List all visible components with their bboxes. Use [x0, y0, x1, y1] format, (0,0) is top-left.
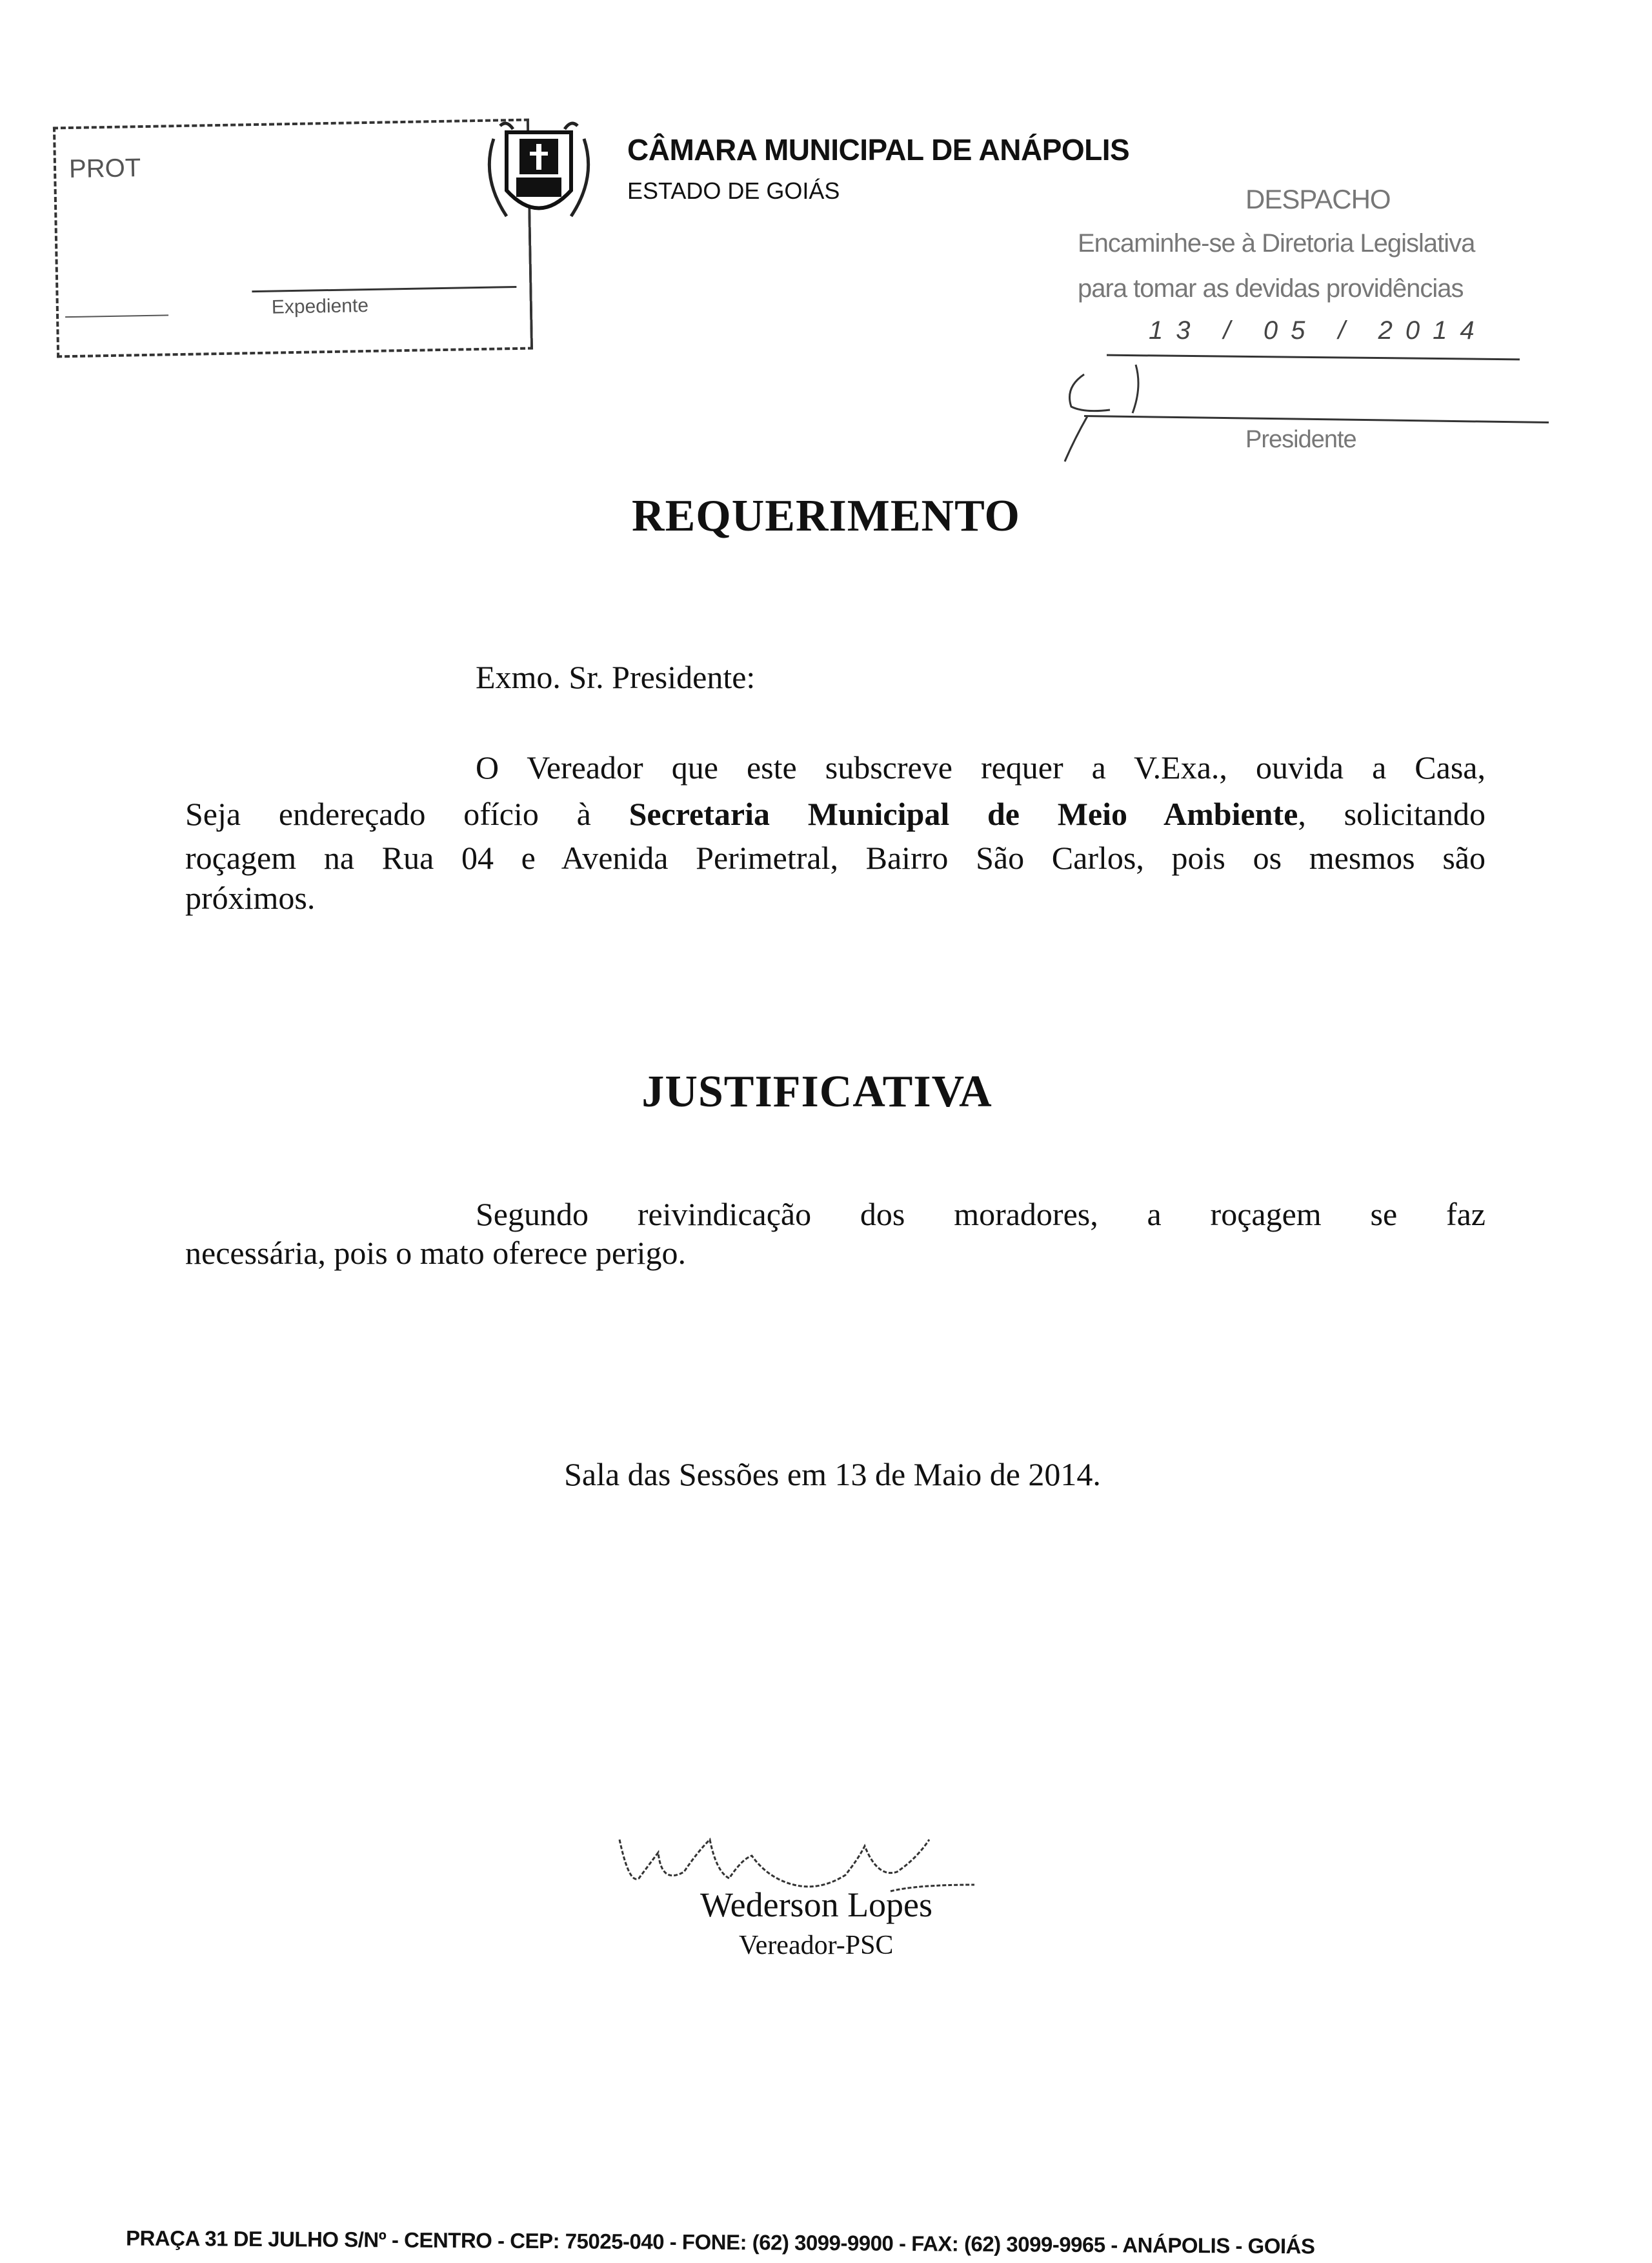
- salutation: Exmo. Sr. Presidente:: [476, 659, 756, 695]
- signer-name: Wederson Lopes: [700, 1885, 933, 1924]
- place-date: Sala das Sessões em 13 de Maio de 2014.: [564, 1456, 1101, 1492]
- paragraph-line: próximos.: [185, 880, 316, 916]
- date-line: [1107, 354, 1520, 361]
- text-segment: Seja endereçado ofício à: [185, 796, 629, 832]
- paragraph-line: Segundo reivindicação dos moradores, a roçagem se faz: [476, 1196, 1486, 1232]
- despacho-signer: Presidente: [1245, 426, 1356, 453]
- handwritten-signature: [1058, 361, 1213, 465]
- despacho-text: Encaminhe-se à Diretoria Legislativa: [1078, 229, 1475, 258]
- stamp-label: PROT: [68, 154, 141, 184]
- protocol-stamp: [53, 119, 533, 358]
- stamp-label: Expediente: [271, 294, 369, 318]
- despacho-text: para tomar as devidas providências: [1078, 274, 1464, 303]
- state-name: ESTADO DE GOIÁS: [627, 178, 840, 204]
- despacho-title: DESPACHO: [1245, 184, 1391, 214]
- signer-role: Vereador-PSC: [739, 1931, 894, 1960]
- justification-title: JUSTIFICATIVA: [641, 1067, 992, 1117]
- coat-of-arms-logo: [481, 113, 597, 236]
- institution-name: CÂMARA MUNICIPAL DE ANÁPOLIS: [627, 133, 1130, 167]
- paragraph-line: necessária, pois o mato oferece perigo.: [185, 1235, 687, 1271]
- stamp-line: [65, 314, 168, 318]
- document-title: REQUERIMENTO: [632, 491, 1020, 541]
- paragraph-line: roçagem na Rua 04 e Avenida Perimetral, Bairro São Carlos, pois os mesmos são: [185, 840, 1486, 876]
- recipient-secretariat: Secretaria Municipal de Meio Ambiente: [629, 796, 1298, 832]
- paragraph-line: O Vereador que este subscreve requer a V.Exa., ouvida a Casa,: [476, 749, 1486, 786]
- text-segment: , solicitando: [1298, 796, 1486, 832]
- despacho-date: 13 / 05 / 2014: [1149, 316, 1487, 345]
- footer-address: PRAÇA 31 DE JULHO S/Nº - CENTRO - CEP: 75025-040 - FONE: (62) 3099-9900 - FAX: (62) 3099-9965 - ANÁPOLIS - GOIÁS: [125, 2226, 1315, 2258]
- paragraph-line: [185, 795, 1486, 833]
- stamp-line: [252, 286, 516, 292]
